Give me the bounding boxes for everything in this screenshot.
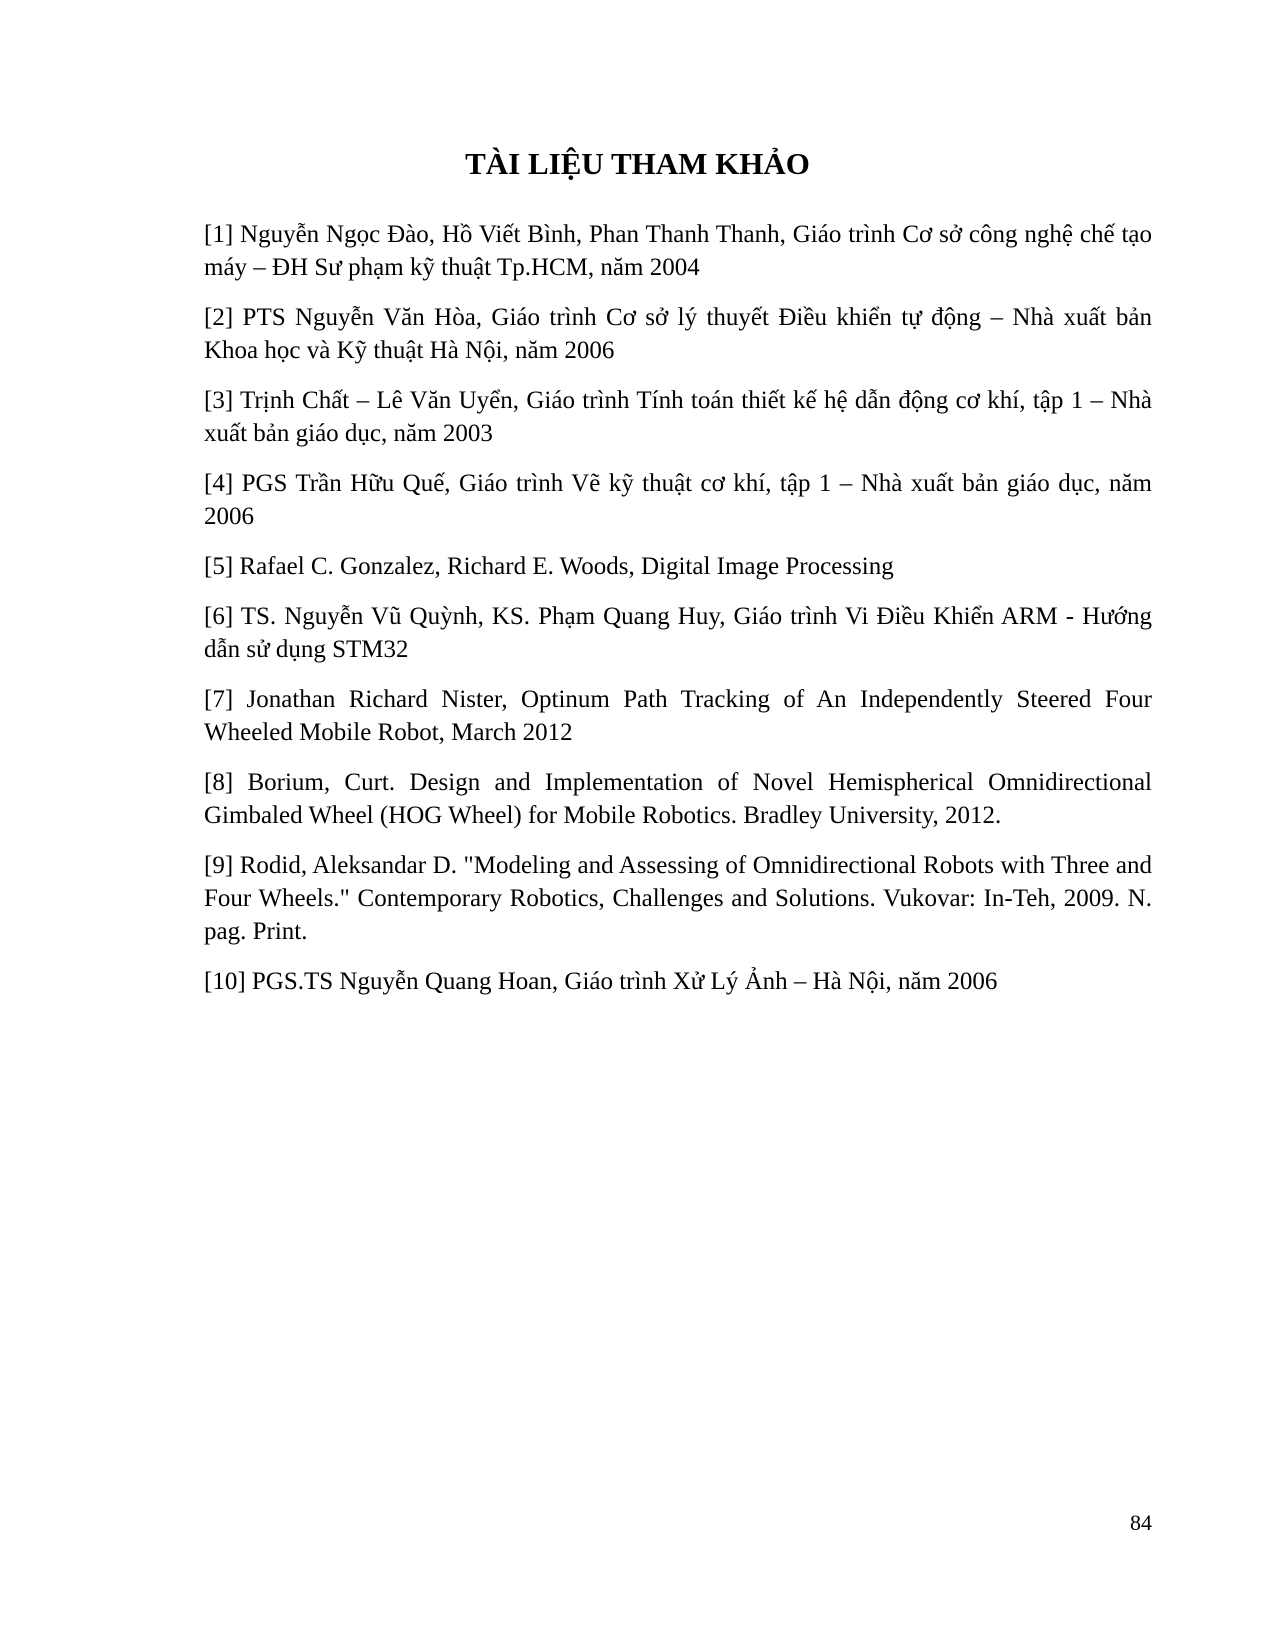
reference-item-10: [10] PGS.TS Nguyễn Quang Hoan, Giáo trình Xử Lý Ảnh – Hà Nội, năm 2006 xyxy=(204,968,998,995)
reference-item-2: [2] PTS Nguyễn Văn Hòa, Giáo trình Cơ sở lý thuyết Điều khiển tự động – Nhà xuất bản Khoa học và Kỹ thuật Hà Nội, năm 2006 xyxy=(204,304,1152,364)
reference-item-9: [9] Rodid, Aleksandar D. "Modeling and Assessing of Omnidirectional Robots with Three and Four Wheels." Contemporary Robotics, Challenges and Solutions. Vukovar: In-Teh, 2009. N. pag. Print. xyxy=(204,852,1152,945)
page-title: TÀI LIỆU THAM KHẢO xyxy=(465,146,810,181)
reference-item-3: [3] Trịnh Chất – Lê Văn Uyển, Giáo trình Tính toán thiết kế hệ dẫn động cơ khí, tập 1 – Nhà xuất bản giáo dục, năm 2003 xyxy=(204,387,1152,447)
page-number: 84 xyxy=(1130,1510,1152,1535)
reference-list xyxy=(204,218,1152,1015)
reference-item-5: [5] Rafael C. Gonzalez, Richard E. Woods, Digital Image Processing xyxy=(204,553,894,580)
reference-item-6: [6] TS. Nguyễn Vũ Quỳnh, KS. Phạm Quang Huy, Giáo trình Vi Điều Khiển ARM - Hướng dẫn sử dụng STM32 xyxy=(204,603,1152,663)
reference-item-1: [1] Nguyễn Ngọc Đào, Hồ Viết Bình, Phan Thanh Thanh, Giáo trình Cơ sở công nghệ chế tạo máy – ĐH Sư phạm kỹ thuật Tp.HCM, năm 2004 xyxy=(204,221,1152,281)
reference-item-4: [4] PGS Trần Hữu Quế, Giáo trình Vẽ kỹ thuật cơ khí, tập 1 – Nhà xuất bản giáo dục, năm 2006 xyxy=(204,470,1152,530)
reference-item-7: [7] Jonathan Richard Nister, Optinum Path Tracking of An Independently Steered Four Wheeled Mobile Robot, March 2012 xyxy=(204,686,1152,746)
reference-item-8: [8] Borium, Curt. Design and Implementation of Novel Hemispherical Omnidirectional Gimbaled Wheel (HOG Wheel) for Mobile Robotics. Bradley University, 2012. xyxy=(204,769,1152,829)
